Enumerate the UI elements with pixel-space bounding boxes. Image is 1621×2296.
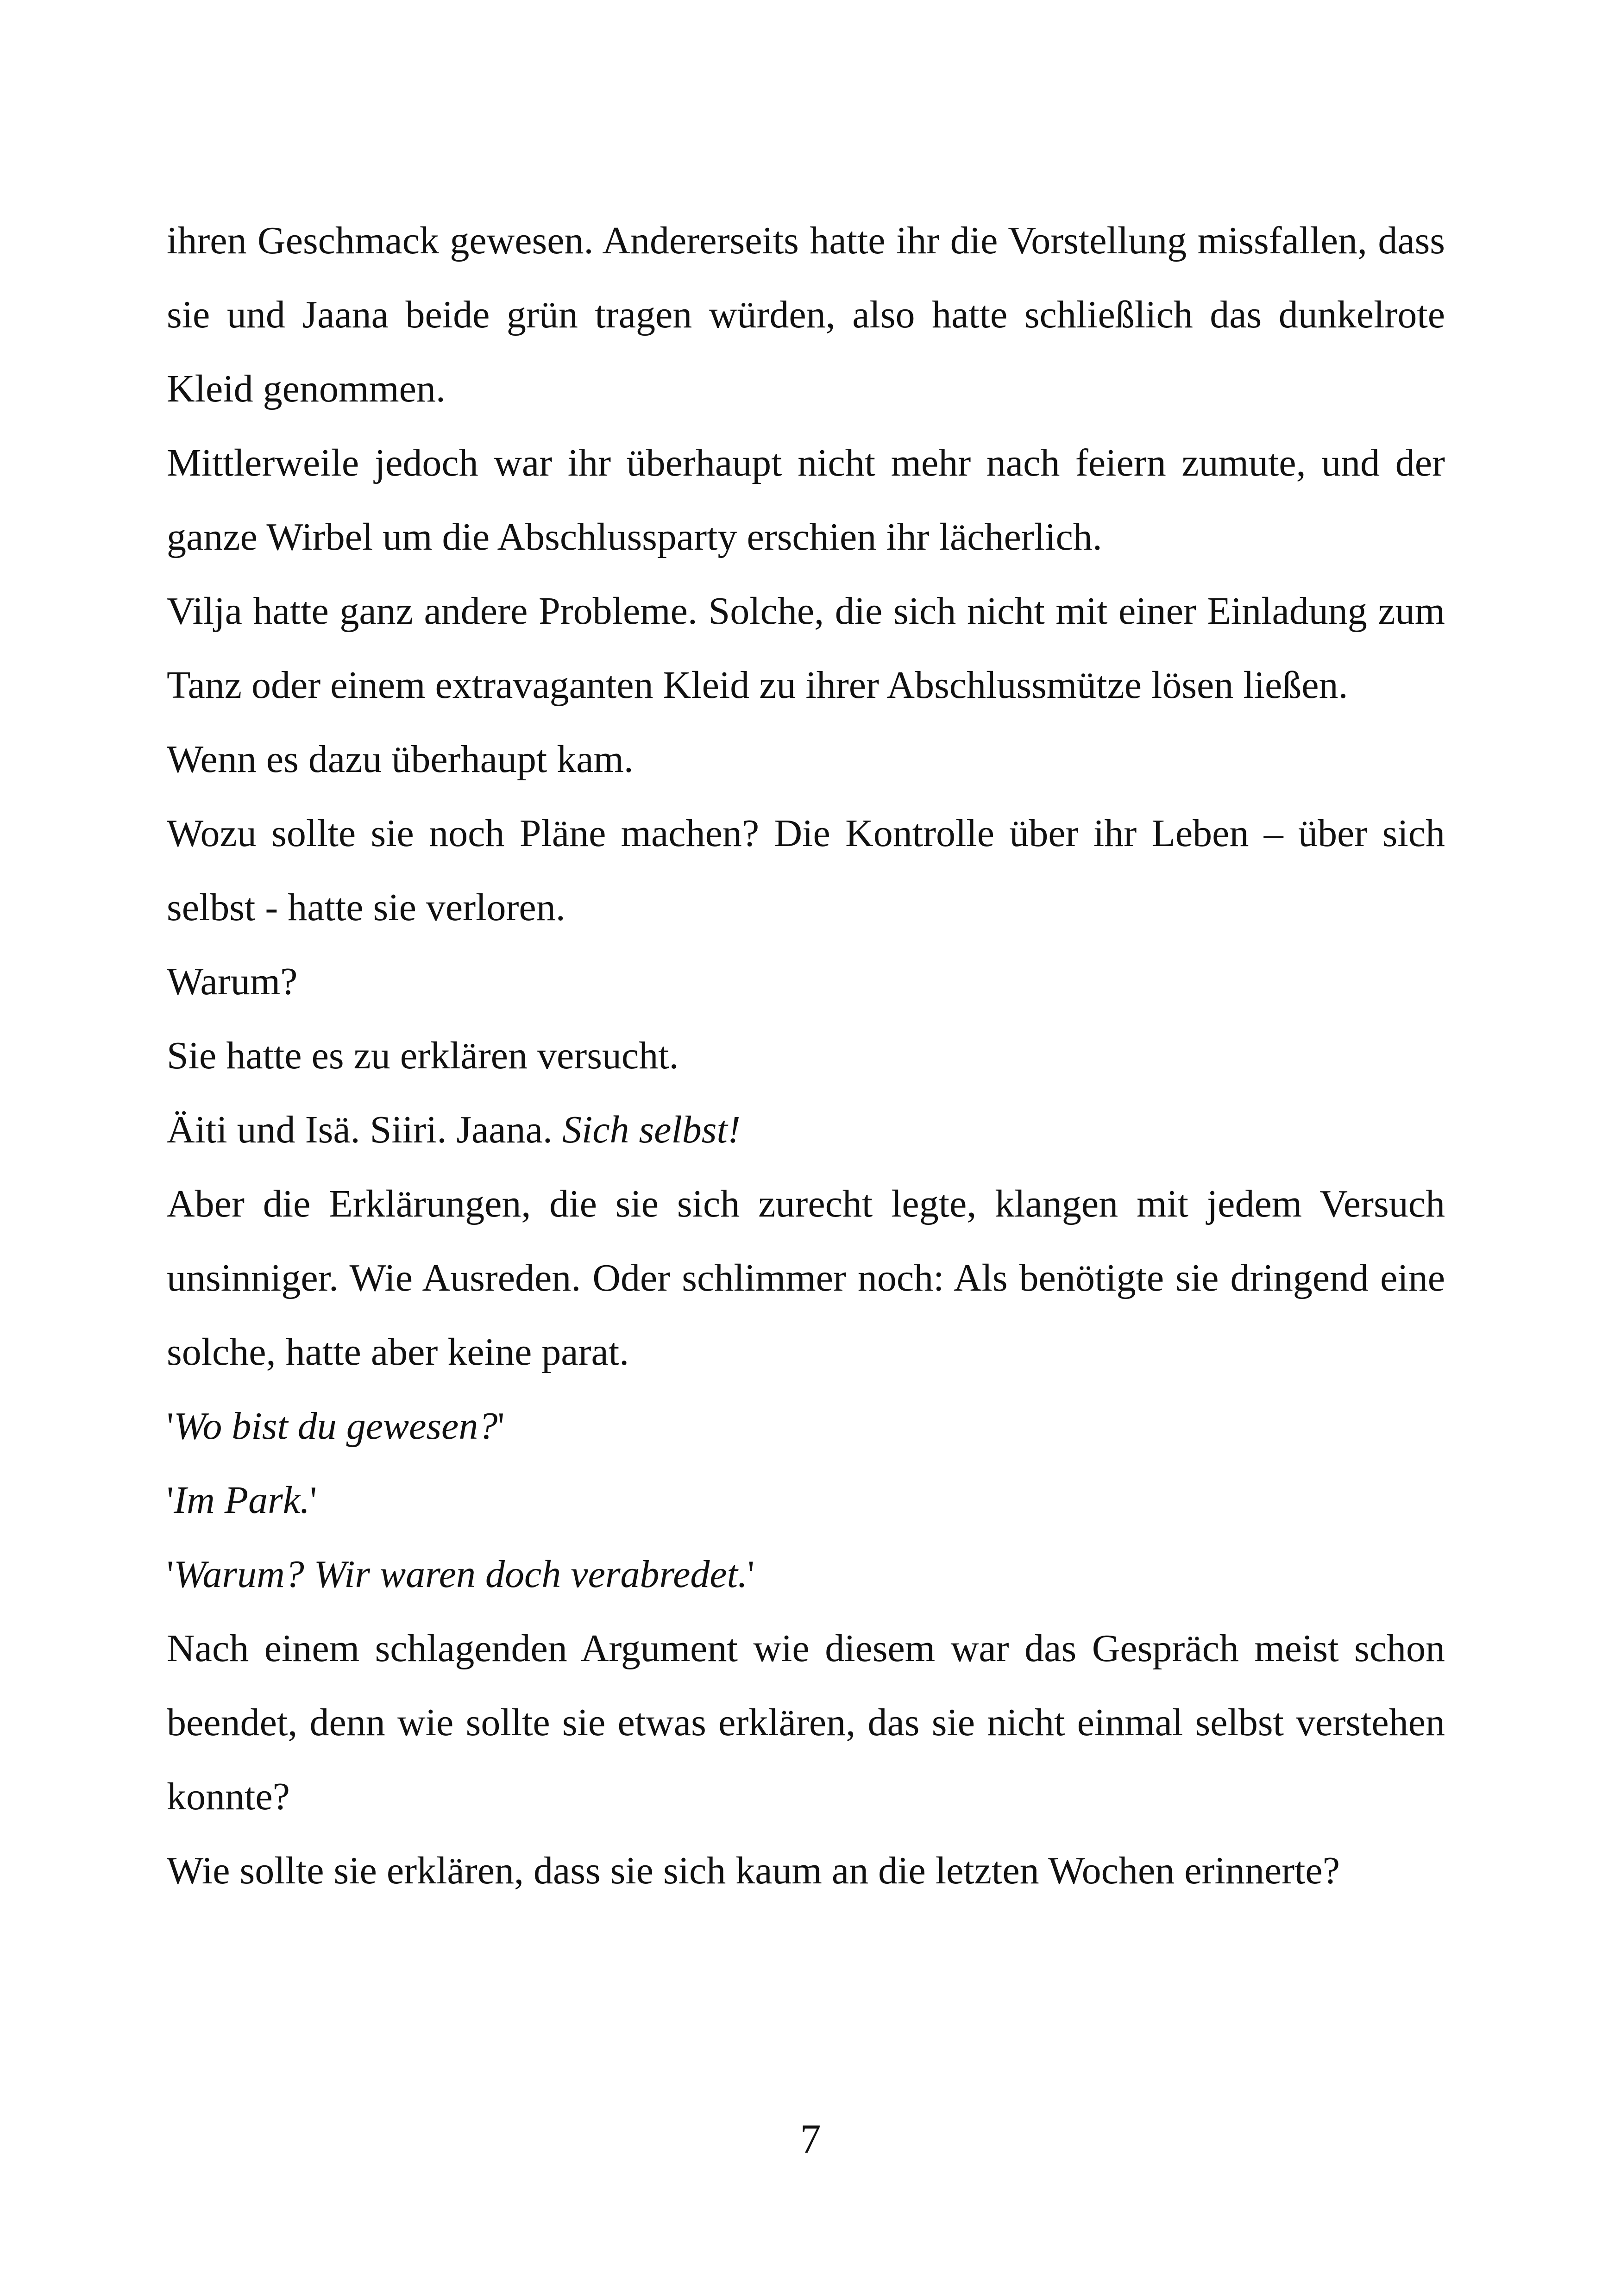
emphasis-text: Sich selbst! bbox=[562, 1108, 741, 1151]
body-text bbox=[167, 204, 1445, 1908]
paragraph: Wenn es dazu überhaupt kam. bbox=[167, 738, 634, 781]
paragraph: Vilja hatte ganz andere Probleme. Solche, die sich nicht mit einer Einladung zum Tanz oder einem extravaganten Kleid zu ihrer Abschlussmütze lösen ließen. bbox=[167, 590, 1445, 707]
quote-open: ' bbox=[167, 1553, 174, 1596]
paragraph bbox=[167, 1093, 1445, 1167]
quote-close: ' bbox=[748, 1553, 755, 1596]
dialogue-text: Im Park. bbox=[174, 1479, 310, 1522]
paragraph: Nach einem schlagenden Argument wie diesem war das Gespräch meist schon beendet, denn wie sollte sie etwas erklären, das sie nicht einmal selbst verstehen konnte? bbox=[167, 1627, 1445, 1818]
paragraph: Wozu sollte sie noch Pläne machen? Die Kontrolle über ihr Leben – über sich selbst - hatte sie verloren. bbox=[167, 812, 1445, 929]
dialogue-text: Wo bist du gewesen? bbox=[174, 1405, 498, 1448]
paragraph: Wie sollte sie erklären, dass sie sich kaum an die letzten Wochen erinnerte? bbox=[167, 1849, 1340, 1892]
dialogue-line bbox=[167, 1389, 1445, 1463]
paragraph: ihren Geschmack gewesen. Andererseits hatte ihr die Vorstellung missfallen, dass sie und Jaana beide grün tragen würden, also hatte schließlich das dunkelrote Kleid genommen. bbox=[167, 219, 1445, 410]
paragraph: Warum? bbox=[167, 960, 298, 1003]
quote-open: ' bbox=[167, 1405, 174, 1448]
quote-open: ' bbox=[167, 1479, 174, 1522]
quote-close: ' bbox=[497, 1405, 505, 1448]
dialogue-line bbox=[167, 1463, 1445, 1537]
page-number: 7 bbox=[800, 2116, 821, 2162]
paragraph-text: Äiti und Isä. Siiri. Jaana. bbox=[167, 1108, 562, 1151]
paragraph: Sie hatte es zu erklären versucht. bbox=[167, 1034, 679, 1077]
dialogue-line bbox=[167, 1537, 1445, 1612]
dialogue-text: Warum? Wir waren doch verabredet. bbox=[174, 1553, 748, 1596]
paragraph: Mittlerweile jedoch war ihr überhaupt nicht mehr nach feiern zumute, und der ganze Wirbel um die Abschlussparty erschien ihr lächerlich. bbox=[167, 441, 1445, 558]
paragraph: Aber die Erklärungen, die sie sich zurecht legte, klangen mit jedem Versuch unsinniger. Wie Ausreden. Oder schlimmer noch: Als benötigte sie dringend eine solche, hatte aber keine parat. bbox=[167, 1182, 1445, 1374]
quote-close: ' bbox=[310, 1479, 317, 1522]
